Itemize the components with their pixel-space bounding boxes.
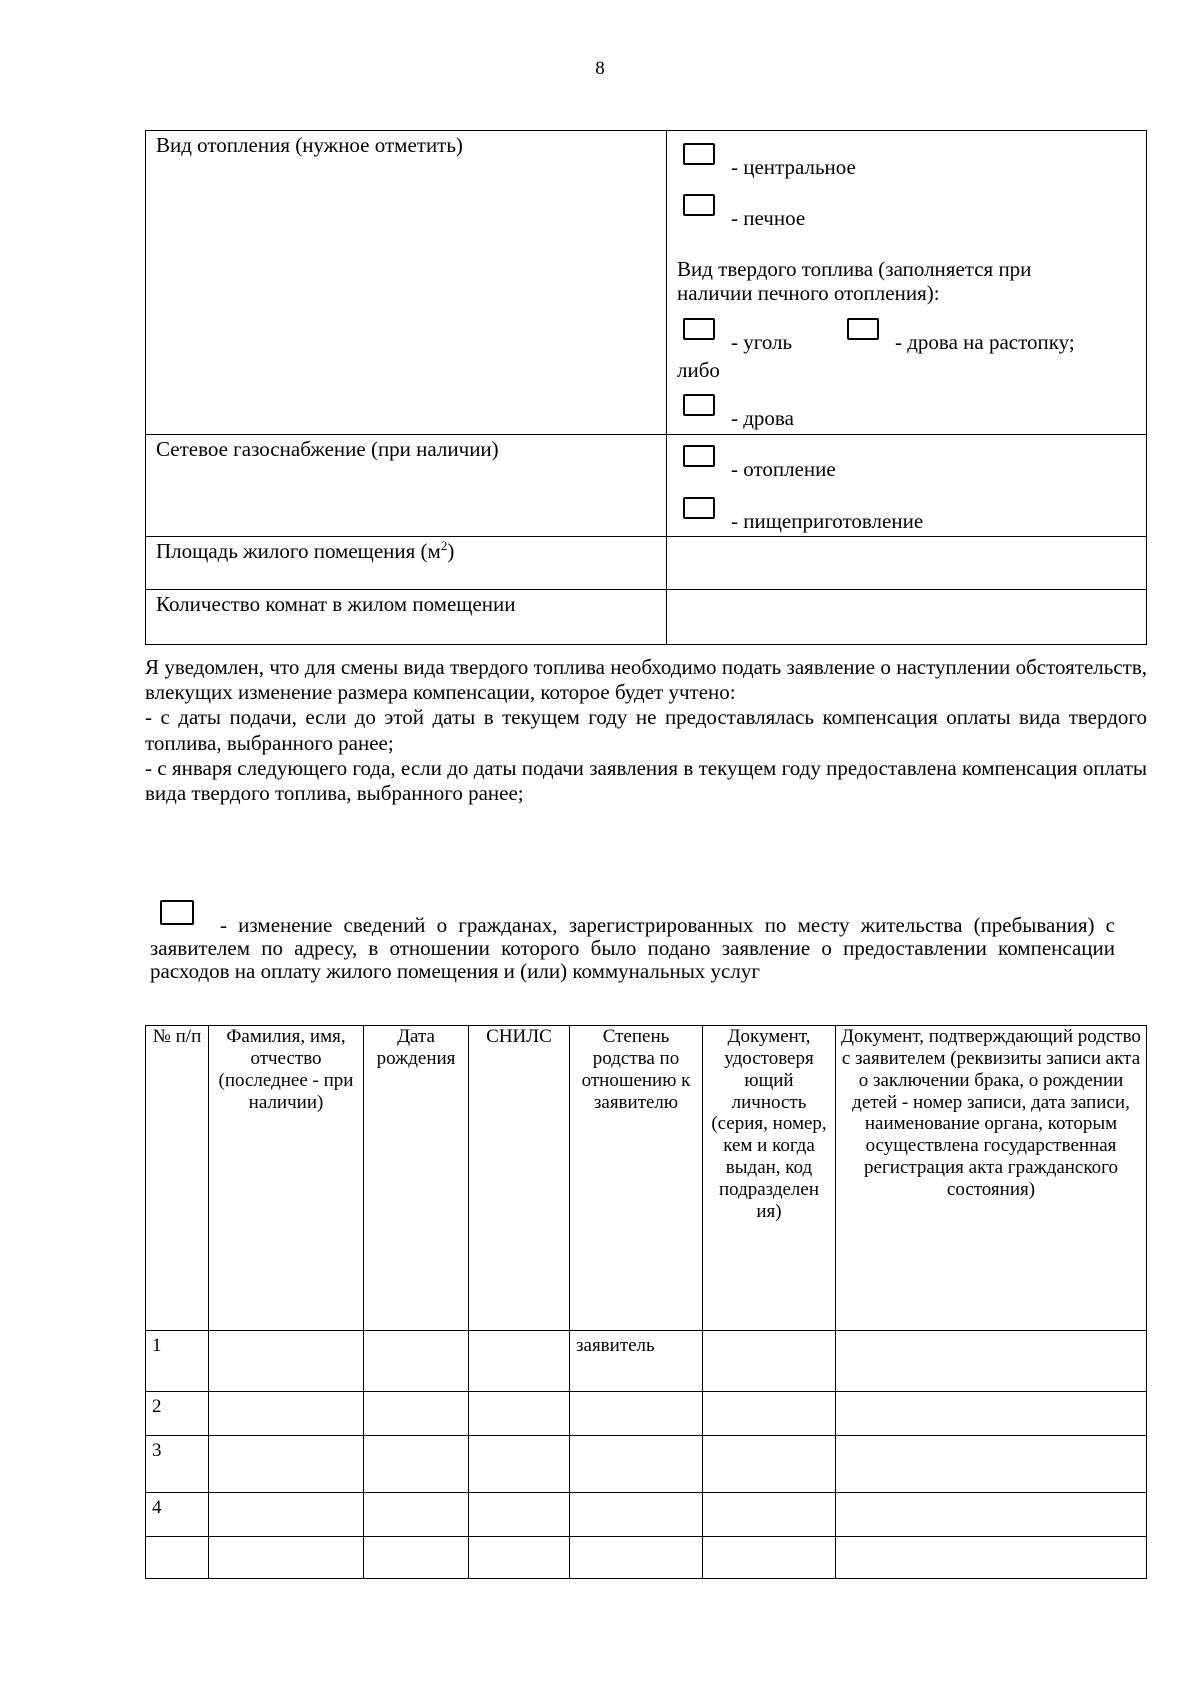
table-row xyxy=(146,1493,1147,1537)
checkbox-heating-central[interactable] xyxy=(683,143,715,165)
notice-p3: - с января следующего года, если до даты подачи заявления в текущем году предоставлена компенсация оплаты вида твердого топлива, выбранного ранее; xyxy=(145,755,1147,805)
heating-central-label: - центральное xyxy=(731,155,856,179)
cell-id-document[interactable] xyxy=(703,1436,836,1493)
area-input[interactable] xyxy=(667,537,1147,590)
col-header-name: Фамилия, имя, отчество (последнее - при наличии) xyxy=(209,1026,364,1331)
cell-relation[interactable] xyxy=(570,1537,703,1579)
gas-label: Сетевое газоснабжение (при наличии) xyxy=(146,435,667,537)
heating-stove-option[interactable] xyxy=(683,194,805,230)
table-row xyxy=(146,1537,1147,1579)
cell-snils[interactable] xyxy=(469,1331,570,1392)
cell-name[interactable] xyxy=(209,1392,364,1436)
cell-birthdate[interactable] xyxy=(364,1331,469,1392)
cell-kinship-document[interactable] xyxy=(836,1392,1147,1436)
change-residents-text: - изменение сведений о гражданах, зарегистрированных по месту жительства (пребывания) с заявителем по адресу, в отношении которого было подано заявление о предоставлении компенсации расходов на оплату жилого помещения и (или) коммунальных услуг xyxy=(150,913,1115,984)
area-label xyxy=(146,537,667,590)
area-label-sup: 2 xyxy=(440,538,448,553)
cell-relation: заявитель xyxy=(570,1331,703,1392)
fuel-kindling-option[interactable] xyxy=(847,318,1075,354)
cell-name[interactable] xyxy=(209,1436,364,1493)
table-row xyxy=(146,1392,1147,1436)
col-header-relation: Степень родства по отношению к заявителю xyxy=(570,1026,703,1331)
cell-snils[interactable] xyxy=(469,1537,570,1579)
cell-name[interactable] xyxy=(209,1493,364,1537)
cell-birthdate[interactable] xyxy=(364,1392,469,1436)
cell-snils[interactable] xyxy=(469,1392,570,1436)
cell-birthdate[interactable] xyxy=(364,1537,469,1579)
cell-birthdate[interactable] xyxy=(364,1493,469,1537)
residents-table xyxy=(145,1025,1147,1579)
row-num: 2 xyxy=(146,1392,209,1436)
table-row xyxy=(146,1436,1147,1493)
gas-cooking-option[interactable] xyxy=(683,497,923,533)
notice-p2: - с даты подачи, если до этой даты в текущем году не предоставлялась компенсация оплаты вида твердого топлива, выбранного ранее; xyxy=(145,705,1147,755)
cell-name[interactable] xyxy=(209,1537,364,1579)
col-header-kinship-document: Документ, подтверждающий родство с заявителем (реквизиты записи акта о заключении брака, о рождении детей - номер записи, дата записи, наименование органа, которым осуществлена государственная регистрация акта гражданского состояния) xyxy=(836,1026,1147,1331)
checkbox-fuel-coal[interactable] xyxy=(683,318,715,340)
heating-label: Вид отопления (нужное отметить) xyxy=(146,131,667,435)
col-header-num: № п/п xyxy=(146,1026,209,1331)
cell-id-document[interactable] xyxy=(703,1331,836,1392)
col-header-birthdate: Дата рождения xyxy=(364,1026,469,1331)
rooms-label: Количество комнат в жилом помещении xyxy=(146,590,667,645)
solid-fuel-caption: Вид твердого топлива (заполняется при наличии печного отопления): xyxy=(677,257,1032,306)
checkbox-gas-heating[interactable] xyxy=(683,445,715,467)
cell-relation[interactable] xyxy=(570,1436,703,1493)
notice-paragraph xyxy=(145,655,1147,806)
gas-options xyxy=(667,435,1147,537)
col-header-id-document: Документ, удостоверя ющий личность (серия, номер, кем и когда выдан, код подразделен ия) xyxy=(703,1026,836,1331)
row-num xyxy=(146,1537,209,1579)
checkbox-gas-cooking[interactable] xyxy=(683,497,715,519)
cell-snils[interactable] xyxy=(469,1436,570,1493)
cell-birthdate[interactable] xyxy=(364,1436,469,1493)
col-header-snils: СНИЛС xyxy=(469,1026,570,1331)
cell-relation[interactable] xyxy=(570,1392,703,1436)
checkbox-fuel-kindling[interactable] xyxy=(847,318,879,340)
cell-kinship-document[interactable] xyxy=(836,1537,1147,1579)
page-number: 8 xyxy=(595,58,605,79)
cell-kinship-document[interactable] xyxy=(836,1331,1147,1392)
gas-heating-label: - отопление xyxy=(731,457,836,481)
notice-p1: Я уведомлен, что для смены вида твердого топлива необходимо подать заявление о наступлении обстоятельств, влекущих изменение размера компенсации, которое будет учтено: xyxy=(145,655,1147,705)
cell-snils[interactable] xyxy=(469,1493,570,1537)
table-row xyxy=(146,1331,1147,1392)
heating-options xyxy=(667,131,1147,435)
fuel-coal-option[interactable] xyxy=(683,318,792,354)
heating-central-option[interactable] xyxy=(683,143,856,179)
fuel-coal-label: - уголь xyxy=(731,330,793,354)
checkbox-heating-stove[interactable] xyxy=(683,194,715,216)
rooms-input[interactable] xyxy=(667,590,1147,645)
checkbox-fuel-wood[interactable] xyxy=(683,394,715,416)
fuel-wood-label: - дрова xyxy=(731,406,794,430)
cell-id-document[interactable] xyxy=(703,1537,836,1579)
fuel-wood-option[interactable] xyxy=(683,394,794,430)
cell-relation[interactable] xyxy=(570,1493,703,1537)
gas-cooking-label: - пищеприготовление xyxy=(731,509,924,533)
row-num: 4 xyxy=(146,1493,209,1537)
cell-kinship-document[interactable] xyxy=(836,1436,1147,1493)
row-num: 1 xyxy=(146,1331,209,1392)
area-label-text: Площадь жилого помещения (м xyxy=(156,539,441,563)
fuel-kindling-label: - дрова на растопку; xyxy=(895,330,1075,354)
heating-stove-label: - печное xyxy=(731,206,806,230)
either-label: либо xyxy=(677,358,720,382)
cell-kinship-document[interactable] xyxy=(836,1493,1147,1537)
gas-heating-option[interactable] xyxy=(683,445,836,481)
area-label-end: ) xyxy=(447,539,455,563)
row-num: 3 xyxy=(146,1436,209,1493)
housing-info-table xyxy=(145,130,1147,645)
cell-id-document[interactable] xyxy=(703,1392,836,1436)
cell-name[interactable] xyxy=(209,1331,364,1392)
cell-id-document[interactable] xyxy=(703,1493,836,1537)
